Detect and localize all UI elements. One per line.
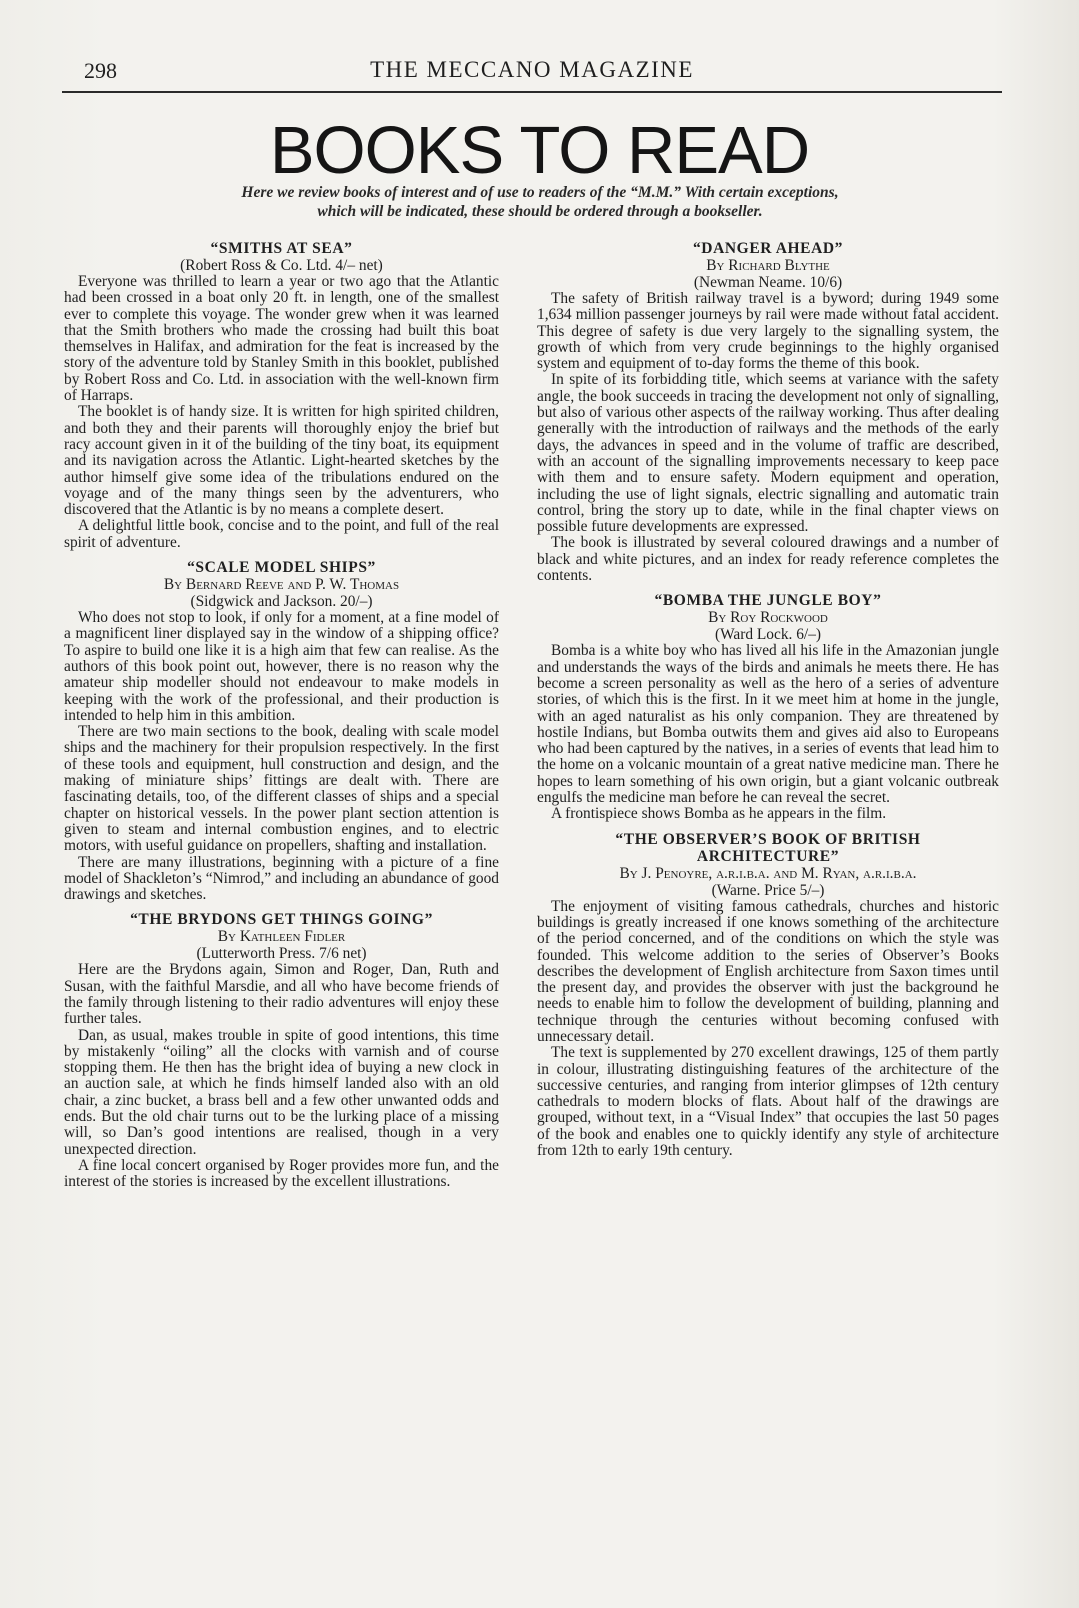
review-author: By Bernard Reeve and P. W. Thomas [163, 576, 400, 594]
review-smiths-at-sea [64, 240, 499, 551]
review-paragraph: Who does not stop to look, if only for a moment, at a fine model of a magnificent liner displayed say in the window of a shipping office? To aspire to build one like it is a high aim that few can realise. As the authors of this book point out, however, there is no reason why the amateur ship modeller should not endeavour to make models in keeping with the work of the professional, and their production is intended to help him in this ambition. [64, 609, 499, 724]
review-title: “DANGER AHEAD” [692, 240, 844, 257]
review-paragraph: A frontispiece shows Bomba as he appears in the film. [551, 805, 887, 823]
review-paragraph: The enjoyment of visiting famous cathedrals, churches and historic buildings is greatly increased if one knows something of the architecture of the period concerned, and of the conditions on which the style was founded. This welcome addition to the series of Observer’s Books describes the development of English architecture from Saxon times until the present day, and provides the observer with just the background he needs to enable him to follow the development of building, planning and technique through the centuries without becoming confused with unnecessary detail. [537, 897, 999, 1045]
review-paragraph: The booklet is of handy size. It is written for high spirited children, and both they and their parents will thoroughly enjoy the brief but racy account given in it of the building of the tiny boat, its equipment and its navigation across the Atlantic. Light-hearted sketches by the author himself give some idea of the tribulations endured on the voyage and of the many things seen by the adventurers, who discovered that the Atlantic is by no means a complete desert. [64, 403, 499, 519]
review-title: “THE OBSERVER’S BOOK OF BRITISH ARCHITECTURE” [615, 830, 921, 865]
review-publisher: (Robert Ross & Co. Ltd. 4/– net) [180, 257, 383, 274]
review-paragraph: Dan, as usual, makes trouble in spite of good intentions, this time by mistakenly “oiling” all the clocks with varnish and of course stopping them. He then has the bright idea of buying a new clock in an auction sale, at which he finds himself landed also with an old chair, a zinc bucket, a brass bell and a few other unwanted odds and ends. But the old chair turns out to be the lurking place of a missing will, so Dan’s good intentions are realised, though in a very unexpected direction. [64, 1026, 499, 1158]
review-paragraph: Here are the Brydons again, Simon and Roger, Dan, Ruth and Susan, with the faithful Marsdie, and all who have become friends of the family through listening to their radio adventures will enjoy these further tales. [64, 961, 499, 1028]
review-danger-ahead [537, 240, 999, 584]
review-author: By J. Penoyre, a.r.i.b.a. and M. Ryan, a.r.i.b.a. [619, 864, 917, 882]
page-title: BOOKS TO READ [269, 113, 810, 188]
right-column [537, 240, 999, 1163]
review-paragraph: The text is supplemented by 270 excellent drawings, 125 of them partly in colour, illustrating distinguishing features of the architecture of the successive centuries, and ranging from interior glimpses of 12th century cathedrals to modern blocks of flats. About half of the drawings are grouped, without text, in a “Visual Index” that occupies the last 50 pages of the book and enables one to quickly identify any style of architecture from 12th to early 19th century. [537, 1044, 999, 1160]
review-author: By Richard Blythe [706, 257, 830, 274]
review-author: By Kathleen Fidler [217, 928, 346, 946]
left-column [64, 240, 499, 1195]
review-title: “SMITHS AT SEA” [210, 240, 353, 257]
review-paragraph: A fine local concert organised by Roger provides more fun, and the interest of the stories is increased by the excellent illustrations. [64, 1156, 499, 1191]
review-publisher: (Ward Lock. 6/–) [714, 626, 822, 644]
review-paragraph: In spite of its forbidding title, which seems at variance with the safety angle, the book succeeds in tracing the development not only of signalling, but also of various other aspects of the railway working. Thus after dealing generally with the introduction of railways and the methods of the early days, the advances in speed and in the volume of traffic are described, with an account of the signalling improvements necessary to keep pace with them and to ensure safety. Modern equipment and operation, including the use of light signals, electric signalling and automatic train control, bring the story up to date, while in the final chapter views on possible future developments are expressed. [537, 371, 999, 536]
review-brydons [64, 911, 499, 1190]
page-number: 298 [84, 58, 117, 83]
review-paragraph: The safety of British railway travel is a byword; during 1949 some 1,634 million passenger journeys by rail were made without fatal accident. This degree of safety is due very largely to the signalling system, the growth of which from very crude beginnings to the highly organised system and equipment of to-day forms the theme of this book. [537, 290, 999, 373]
review-title: “THE BRYDONS GET THINGS GOING” [130, 911, 433, 929]
review-title: “BOMBA THE JUNGLE BOY” [654, 592, 882, 610]
magazine-title: THE MECCANO MAGAZINE [370, 57, 694, 82]
review-publisher: (Sidgwick and Jackson. 20/–) [190, 593, 373, 611]
page-header [62, 55, 1002, 93]
intro-line-1: Here we review books of interest and of use to readers of the “M.M.” With certain exceptions, [241, 184, 839, 201]
review-publisher: (Newman Neame. 10/6) [693, 274, 843, 291]
review-paragraph: There are two main sections to the book, dealing with scale model ships and the machinery for their propulsion respectively. In the first of these tools and equipment, hull construction and design, and the making of miniature ships’ fittings are dealt with. There are fascinating details, too, of the different classes of ships and a special chapter on historical vessels. In the power plant section attention is given to steam and internal combustion engines, and to electric motors, with useful guidance on propellers, shafting and installation. [64, 723, 499, 855]
review-scale-model-ships [64, 559, 499, 903]
review-paragraph: The book is illustrated by several coloured drawings and a number of black and white pictures, and an index for ready reference completes the contents. [537, 534, 999, 585]
review-paragraph: There are many illustrations, beginning with a picture of a fine model of Shackleton’s “Nimrod,” and including an abundance of good drawings and sketches. [64, 853, 499, 904]
review-paragraph: A delightful little book, concise and to the point, and full of the real spirit of adventure. [64, 517, 499, 551]
intro-text [80, 183, 1000, 221]
intro-line-2: which will be indicated, these should be ordered through a bookseller. [317, 203, 763, 220]
review-paragraph: Bomba is a white boy who has lived all his life in the Amazonian jungle and understands the ways of the birds and animals he meets there. He has become a screen personality as well as the hero of a series of adventure stories, of which this is the first. In it we meet him at home in the jungle, with an aged naturalist as his only companion. They are threatened by hostile Indians, but Bomba outwits them and gives aid also to Europeans who had been captured by the natives, in a series of events that lead him to the home on a volcanic mountain of a great native medicine man. There he hopes to learn something of his own origin, but a giant volcanic outbreak engulfs the medicine man before he can reveal the secret. [537, 642, 999, 807]
review-publisher: (Lutterworth Press. 7/6 net) [196, 945, 367, 963]
review-title: “SCALE MODEL SHIPS” [187, 559, 376, 577]
review-publisher: (Warne. Price 5/–) [711, 881, 825, 899]
review-bomba [537, 592, 999, 822]
review-paragraph: Everyone was thrilled to learn a year or two ago that the Atlantic had been crossed in a boat only 20 ft. in length, one of the smallest ever to complete this voyage. The wonder grew when it was learned that the Smith brothers who made the crossing had built this boat themselves in Halifax, and admiration for the feat is increased by the story of the adventure told by Stanley Smith in this booklet, published by Robert Ross and Co. Ltd. in association with the well-known firm of Harraps. [64, 273, 499, 405]
review-author: By Roy Rockwood [708, 609, 828, 627]
review-observers-book [537, 831, 999, 1160]
